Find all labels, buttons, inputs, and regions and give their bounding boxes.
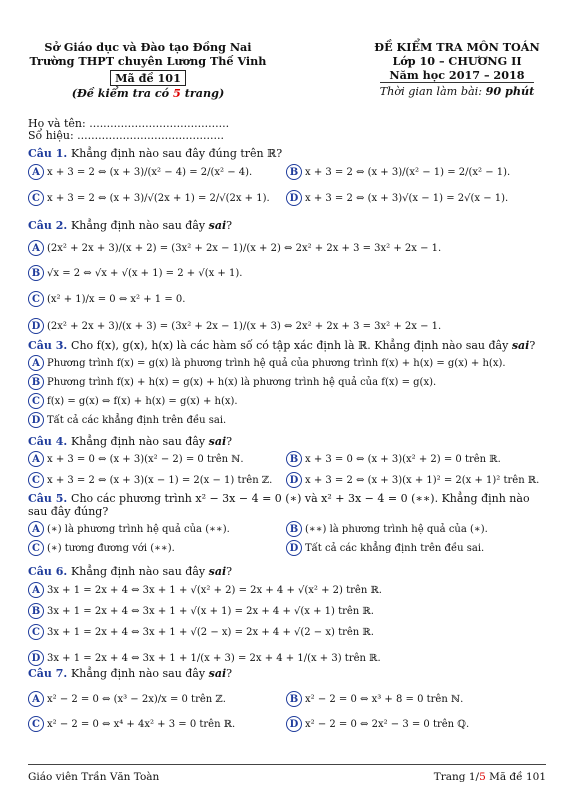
option-b[interactable]: B √x = 2 ⇔ √x + √(x + 1) = 2 + √(x + 1). <box>28 265 548 281</box>
question-4: Câu 4. Khẳng định nào sau đây sai? A x + 3 = 0 ⇔ (x + 3)(x² − 2) = 0 trên ℕ. B x + 3 = 0 ⇔ (x + 3)(x² + 2) = 0 trên ℝ. C x + 3 = 2 ⇔ (x + 3)(x − 1) = 2(x − 1) trên ℤ. D x + 3 = 2 ⇔ (x + 3)(x + 1)² = 2(x + 1)² trên ℝ. <box>28 435 548 488</box>
exam-header <box>372 40 542 99</box>
question-5: Câu 5. Cho các phương trình x² − 3x − 4 = 0 (∗) và x² + 3x − 4 = 0 (∗∗). Khẳng định nào sau đây đúng? A (∗) là phương trình hệ quả của (∗∗). B (∗∗) là phương trình hệ quả của (∗). C (∗) tương đương với (∗∗). D Tất cả các khẳng định trên đều sai. <box>28 492 548 556</box>
teacher-name: Giáo viên Trần Văn Toàn <box>28 771 160 783</box>
exam-year: Năm học 2017 – 2018 <box>389 68 525 82</box>
option-b[interactable]: B x + 3 = 0 ⇔ (x + 3)(x² + 2) = 0 trên ℝ. <box>286 451 544 467</box>
option-c[interactable]: C 3x + 1 = 2x + 4 ⇔ 3x + 1 + √(2 − x) = 2x + 4 + √(2 − x) trên ℝ. <box>28 624 548 640</box>
option-a[interactable]: A (∗) là phương trình hệ quả của (∗∗). <box>28 521 286 537</box>
school-header <box>28 40 268 100</box>
option-d[interactable]: D x² − 2 = 0 ⇔ 2x² − 3 = 0 trên ℚ. <box>286 716 544 732</box>
question-label: Câu 1. <box>28 147 68 160</box>
option-a[interactable]: A 3x + 1 = 2x + 4 ⇔ 3x + 1 + √(x² + 2) = 2x + 4 + √(x² + 2) trên ℝ. <box>28 582 548 598</box>
option-b[interactable]: B 3x + 1 = 2x + 4 ⇔ 3x + 1 + √(x + 1) = 2x + 4 + √(x + 1) trên ℝ. <box>28 603 548 619</box>
student-fields <box>28 118 229 142</box>
option-d[interactable]: D (2x² + 2x + 3)/(x + 3) = (3x² + 2x − 1)/(x + 3) ⇔ 2x² + 2x + 3 = 3x² + 2x − 1. <box>28 318 548 334</box>
option-c[interactable]: C f(x) = g(x) ⇔ f(x) + h(x) = g(x) + h(x). <box>28 393 548 409</box>
question-1 <box>28 147 548 206</box>
department-name: Sở Giáo dục và Đào tạo Đồng Nai <box>44 40 252 54</box>
option-d[interactable]: D 3x + 1 = 2x + 4 ⇔ 3x + 1 + 1/(x + 3) = 2x + 4 + 1/(x + 3) trên ℝ. <box>28 650 548 666</box>
option-c[interactable]: C (∗) tương đương với (∗∗). <box>28 540 286 556</box>
footer-divider <box>28 764 546 765</box>
option-c[interactable]: C (x² + 1)/x = 0 ⇔ x² + 1 = 0. <box>28 291 548 307</box>
school-name: Trường THPT chuyên Lương Thế Vinh <box>29 54 267 68</box>
question-7: Câu 7. Khẳng định nào sau đây sai? A x² − 2 = 0 ⇔ (x³ − 2x)/x = 0 trên ℤ. B x² − 2 = 0 ⇔ x³ + 8 = 0 trên ℕ. C x² − 2 = 0 ⇔ x⁴ + 4x² + 3 = 0 trên ℝ. D x² − 2 = 0 ⇔ 2x² − 3 = 0 trên ℚ. <box>28 667 548 732</box>
option-b[interactable]: B (∗∗) là phương trình hệ quả của (∗). <box>286 521 544 537</box>
option-d[interactable]: D x + 3 = 2 ⇔ (x + 3)√(x − 1) = 2√(x − 1). <box>286 190 544 206</box>
question-2: Câu 2. Khẳng định nào sau đây sai? A (2x² + 2x + 3)/(x + 2) = (3x² + 2x − 1)/(x + 2) ⇔ 2x² + 2x + 3 = 3x² + 2x − 1. B √x = 2 ⇔ √x + √(x + 1) = 2 + √(x + 1). C (x² + 1)/x = 0 ⇔ x² + 1 = 0. D (2x² + 2x + 3)/(x + 3) = (3x² + 2x − 1)/(x + 3) ⇔ 2x² + 2x + 3 = 3x² + 2x − 1. <box>28 219 548 334</box>
exam-grade: Lớp 10 – CHƯƠNG II <box>392 54 522 68</box>
question-stem: Khẳng định nào sau đây đúng trên ℝ? <box>71 147 283 160</box>
question-6: Câu 6. Khẳng định nào sau đây sai? A 3x + 1 = 2x + 4 ⇔ 3x + 1 + √(x² + 2) = 2x + 4 + √(x² + 2) trên ℝ. B 3x + 1 = 2x + 4 ⇔ 3x + 1 + √(x + 1) = 2x + 4 + √(x + 1) trên ℝ. C 3x + 1 = 2x + 4 ⇔ 3x + 1 + √(2 − x) = 2x + 4 + √(2 − x) trên ℝ. D 3x + 1 = 2x + 4 ⇔ 3x + 1 + 1/(x + 3) = 2x + 4 + 1/(x + 3) trên ℝ. <box>28 565 548 666</box>
option-c[interactable]: C x + 3 = 2 ⇔ (x + 3)(x − 1) = 2(x − 1) trên ℤ. <box>28 472 286 488</box>
option-c[interactable]: C x + 3 = 2 ⇔ (x + 3)/√(2x + 1) = 2/√(2x + 1). <box>28 190 286 206</box>
option-d[interactable]: D Tất cả các khẳng định trên đều sai. <box>28 412 548 428</box>
option-d[interactable]: D x + 3 = 2 ⇔ (x + 3)(x + 1)² = 2(x + 1)² trên ℝ. <box>286 472 544 488</box>
option-a[interactable]: A x + 3 = 0 ⇔ (x + 3)(x² − 2) = 0 trên ℕ. <box>28 451 286 467</box>
exam-time: Thời gian làm bài: 90 phút <box>379 84 535 98</box>
page-indicator: Trang 1/5 Mã đề 101 <box>433 771 546 783</box>
id-field: Số hiệu: .......................................... <box>28 129 225 142</box>
option-a[interactable]: A (2x² + 2x + 3)/(x + 2) = (3x² + 2x − 1)/(x + 2) ⇔ 2x² + 2x + 3 = 3x² + 2x − 1. <box>28 240 548 256</box>
option-a[interactable]: A Phương trình f(x) = g(x) là phương trình hệ quả của phương trình f(x) + h(x) = g(x) + h(x). <box>28 355 548 371</box>
exam-code-box: Mã đề 101 <box>110 70 186 86</box>
option-c[interactable]: C x² − 2 = 0 ⇔ x⁴ + 4x² + 3 = 0 trên ℝ. <box>28 716 286 732</box>
option-a[interactable]: A x + 3 = 2 ⇔ (x + 3)/(x² − 4) = 2/(x² − 4). <box>28 164 286 180</box>
pages-note: (Đề kiểm tra có 5 trang) <box>71 86 225 100</box>
option-b[interactable]: B Phương trình f(x) + h(x) = g(x) + h(x) là phương trình hệ quả của f(x) = g(x). <box>28 374 548 390</box>
question-3: Câu 3. Cho f(x), g(x), h(x) là các hàm số có tập xác định là ℝ. Khẳng định nào sau đây sai? A Phương trình f(x) = g(x) là phương trình hệ quả của phương trình f(x) + h(x) = g(x) + h(x). B Phương trình f(x) + h(x) = g(x) + h(x) là phương trình hệ quả của f(x) = g(x). C f(x) = g(x) ⇔ f(x) + h(x) = g(x) + h(x). D Tất cả các khẳng định trên đều sai. <box>28 339 548 428</box>
option-d[interactable]: D Tất cả các khẳng định trên đều sai. <box>286 540 544 556</box>
exam-title: ĐỀ KIỂM TRA MÔN TOÁN <box>374 40 540 54</box>
option-a[interactable]: A x² − 2 = 0 ⇔ (x³ − 2x)/x = 0 trên ℤ. <box>28 691 286 707</box>
option-b[interactable]: B x + 3 = 2 ⇔ (x + 3)/(x² − 1) = 2/(x² − 1). <box>286 164 544 180</box>
option-b[interactable]: B x² − 2 = 0 ⇔ x³ + 8 = 0 trên ℕ. <box>286 691 544 707</box>
name-field: Họ và tên: ........................................ <box>28 117 230 130</box>
